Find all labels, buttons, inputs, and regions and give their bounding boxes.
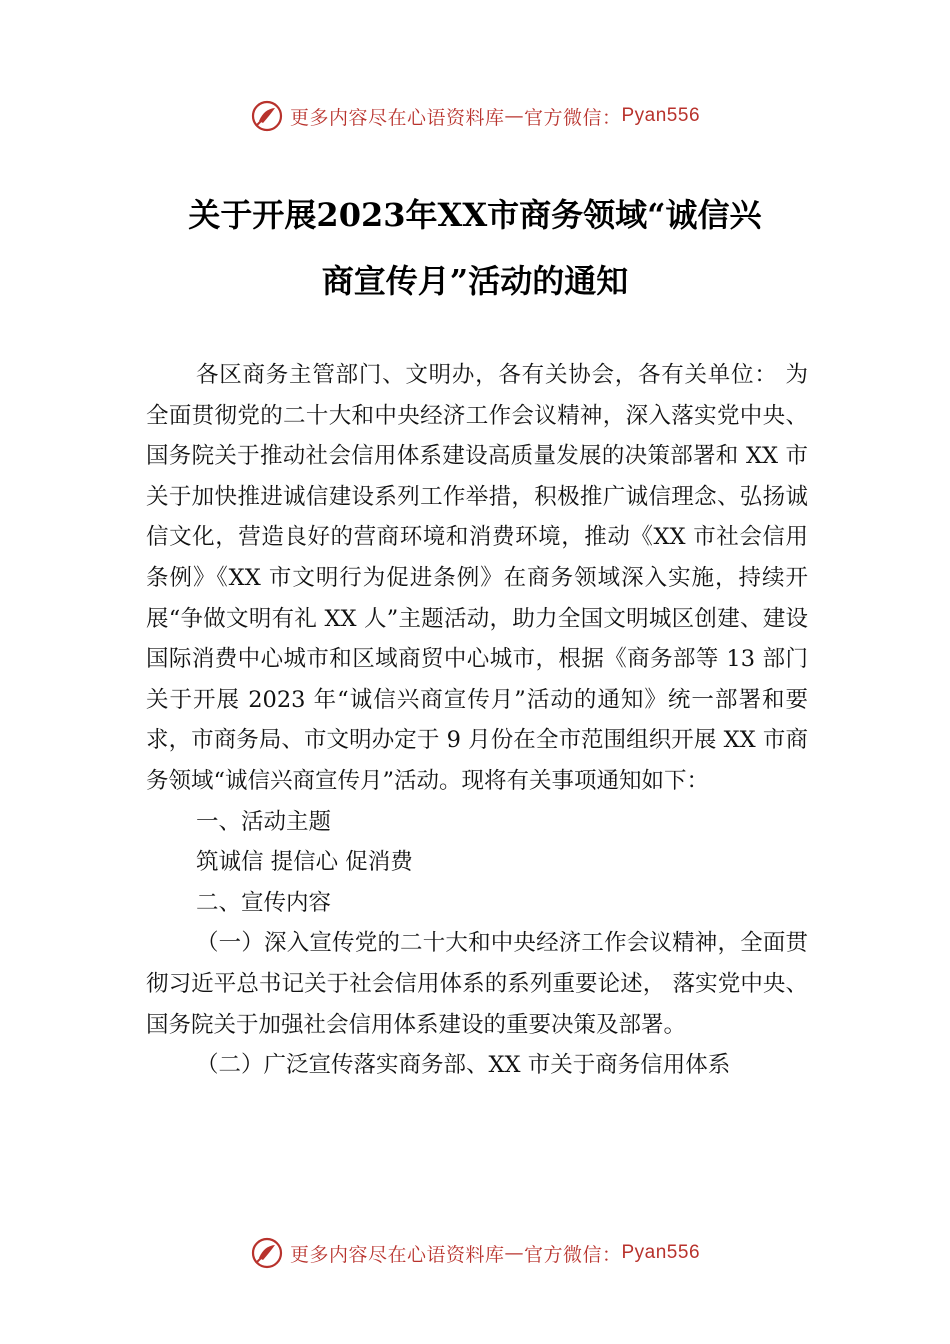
section-1-heading: 一、活动主题 [196,808,332,835]
watermark-separator: — [504,105,524,127]
intro-paragraph: 各区商务主管部门、文明办，各有关协会，各有关单位： 为全面贯彻党的二十大和中央经济工作会议精神，深入落实党中央、国务院关于推动社会信用体系建设高质量发展的决策部署和 XX 市关于加快推进诚信建设系列工作举措，积极推广诚信理念、弘扬诚信文化，营造良好的营商环境和消费环境，推动《XX 市社会信用条例》《XX 市文明行为促进条例》在商务领域深入实施，持续开展“争做文明有礼 XX 人”主题活动，助力全国文明城区创建、建设国际消费中心城市和区域商贸中心城市，根据《商务部等 13 部门关于开展 2023 年“诚信兴商宣传月”活动的通知》统一部署和要求，市商务局、市文明办定于 9 月份在全市范围组织开展 XX 市商务领域“诚信兴商宣传月”活动。现将有关事项通知如下： [146,362,808,794]
section-1-theme: 筑诚信 提信心 促消费 [196,849,413,876]
logo-icon [250,1236,284,1270]
document-body [146,355,808,1086]
section-2-heading: 二、宣传内容 [196,889,332,916]
watermark-wechat-label: 官方微信： [523,106,622,129]
logo-icon [250,99,284,133]
section-2-item-1: （一）深入宣传党的二十大和中央经济工作会议精神，全面贯彻习近平总书记关于社会信用体系的系列重要论述， 落实党中央、国务院关于加强社会信用体系建设的重要决策及部署。 [146,930,808,1038]
watermark-text: 更多内容尽在心语资料库 [289,106,505,129]
document-title [100,182,850,314]
title-line-1: 关于开展2023年XX市商务领域“诚信兴 [188,196,762,234]
header-watermark [0,96,950,136]
footer-watermark [0,1233,950,1273]
watermark-text: 更多内容尽在心语资料库 [289,1243,505,1266]
watermark-wechat-id: Pyan556 [621,1242,701,1263]
section-2-item-2: （二）广泛宣传落实商务部、XX 市关于商务信用体系 [196,1052,731,1079]
title-line-2: 商宣传月”活动的通知 [321,262,629,300]
watermark-wechat-label: 官方微信： [523,1243,622,1266]
watermark-separator: — [504,1242,524,1264]
watermark-wechat-id: Pyan556 [621,105,701,126]
